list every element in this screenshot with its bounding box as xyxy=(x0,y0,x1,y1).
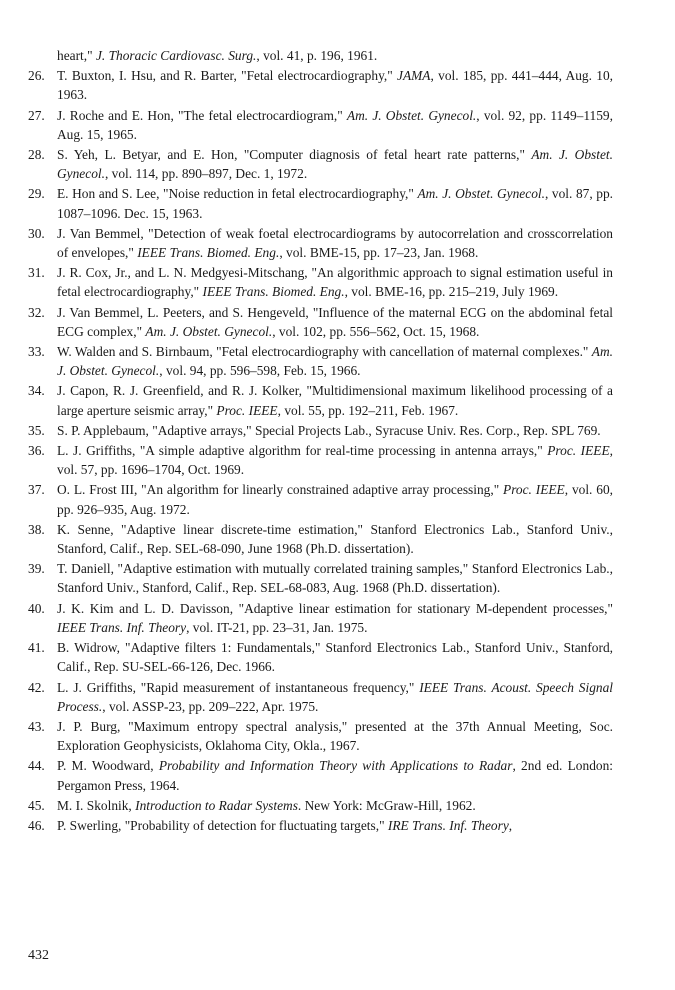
reference-text-segment: , vol. 60, pp. 926–935, Aug. 1972. xyxy=(57,482,613,517)
references-container xyxy=(28,66,613,835)
reference-item xyxy=(28,520,613,558)
reference-text xyxy=(57,381,613,419)
reference-text-segment: , vol. BME-16, pp. 215–219, July 1969. xyxy=(344,284,559,300)
reference-text xyxy=(57,46,613,65)
reference-text xyxy=(57,263,613,301)
reference-number: 43. xyxy=(28,718,45,734)
reference-text-segment: , vol. 185, pp. 441–444, Aug. 10, 1963. xyxy=(57,68,613,103)
reference-text-segment: O. L. Frost III, "An algorithm for linearly constrained adaptive array processing," xyxy=(57,482,504,498)
reference-text-segment: M. I. Skolnik, xyxy=(57,797,136,813)
reference-text-segment: , vol. 114, pp. 890–897, Dec. 1, 1972. xyxy=(104,166,308,182)
reference-text xyxy=(57,303,613,341)
reference-item xyxy=(28,381,613,419)
reference-item xyxy=(28,421,613,440)
reference-item xyxy=(28,441,613,479)
reference-source-italic: IEEE Trans. Biomed. Eng. xyxy=(137,245,280,261)
reference-source-italic: IRE Trans. Inf. Theory xyxy=(387,817,509,833)
reference-text-segment: K. Senne, "Adaptive linear discrete-time estimation," Stanford Electronics Lab., Stanford Univ., Stanford, Calif., Rep. SEL-68-090, June 1968 (Ph.D. dissertation). xyxy=(57,521,613,557)
reference-number: 45. xyxy=(28,797,45,813)
reference-text xyxy=(57,520,613,558)
reference-text-segment: , vol. 57, pp. 1696–1704, Oct. 1969. xyxy=(57,443,613,478)
reference-source-italic: Am. J. Obstet. Gynecol. xyxy=(417,186,545,202)
reference-number: 34. xyxy=(28,383,45,399)
reference-source-italic: JAMA xyxy=(397,68,431,84)
reference-number: 38. xyxy=(28,521,45,537)
reference-continuation xyxy=(28,46,613,65)
reference-text-segment: , vol. 55, pp. 192–211, Feb. 1967. xyxy=(277,402,459,418)
reference-source-italic: IEEE Trans. Acoust. Speech Signal Process. xyxy=(57,679,613,714)
reference-number: 40. xyxy=(28,600,45,616)
reference-text-segment: , vol. 94, pp. 596–598, Feb. 15, 1966. xyxy=(159,363,361,379)
reference-text-segment: J. P. Burg, "Maximum entropy spectral analysis," presented at the 37th Annual Meeting, Soc. Exploration Geophysicists, Oklahoma City, Okla., 1967. xyxy=(57,718,613,754)
reference-number: 29. xyxy=(28,186,45,202)
reference-number: 30. xyxy=(28,225,45,241)
reference-number: 44. xyxy=(28,758,45,774)
reference-item xyxy=(28,638,613,676)
reference-text-segment: E. Hon and S. Lee, "Noise reduction in fetal electrocardiography," xyxy=(57,186,418,202)
reference-item xyxy=(28,303,613,341)
reference-text xyxy=(57,66,613,104)
reference-text xyxy=(57,678,613,716)
reference-source-italic: Am. J. Obstet. Gynecol. xyxy=(57,147,613,182)
reference-number: 33. xyxy=(28,344,45,360)
reference-text-segment: J. Van Bemmel, L. Peeters, and S. Hengeveld, "Influence of the maternal ECG on the abdominal fetal ECG complex," xyxy=(57,304,613,339)
reference-text-segment: J. Roche and E. Hon, "The fetal electrocardiogram," xyxy=(57,107,347,123)
reference-text xyxy=(57,145,613,183)
reference-text-segment: . New York: McGraw-Hill, 1962. xyxy=(297,797,476,813)
reference-item xyxy=(28,184,613,222)
page-number: 432 xyxy=(28,948,49,963)
reference-text xyxy=(57,224,613,262)
reference-text xyxy=(57,559,613,597)
reference-source-italic: Proc. IEEE xyxy=(216,402,278,418)
reference-source-italic: Am. J. Obstet. Gynecol. xyxy=(346,107,477,123)
reference-source-italic: IEEE Trans. Inf. Theory xyxy=(57,619,187,635)
reference-text-segment: S. Yeh, L. Betyar, and E. Hon, "Computer diagnosis of fetal heart rate patterns," xyxy=(57,147,532,163)
reference-source-italic: Am. J. Obstet. Gynecol. xyxy=(145,323,273,339)
reference-item xyxy=(28,342,613,380)
reference-number: 37. xyxy=(28,482,45,498)
reference-number: 39. xyxy=(28,561,45,577)
reference-text-segment: T. Daniell, "Adaptive estimation with mutually correlated training samples," Stanford Electronics Lab., Stanford Univ., Stanford, Calif., Rep. SEL-68-083, Aug. 1968 (Ph.D. dissertation). xyxy=(57,561,613,596)
reference-number: 28. xyxy=(28,147,45,163)
reference-text-segment: S. P. Applebaum, "Adaptive arrays," Special Projects Lab., Syracuse Univ. Res. Corp., Rep. SPL 769. xyxy=(57,422,601,438)
reference-source-italic: Am. J. Obstet. Gynecol. xyxy=(57,344,613,379)
reference-item xyxy=(28,717,613,755)
reference-text-segment: T. Buxton, I. Hsu, and R. Barter, "Fetal electrocardiography," xyxy=(57,68,398,84)
reference-text-segment: , xyxy=(508,817,513,833)
reference-text-segment: , 2nd ed. London: Pergamon Press, 1964. xyxy=(57,758,614,793)
reference-number: 46. xyxy=(28,817,45,833)
reference-item xyxy=(28,263,613,301)
reference-item xyxy=(28,756,613,794)
reference-item xyxy=(28,224,613,262)
reference-item xyxy=(28,66,613,104)
reference-text-segment: W. Walden and S. Birnbaum, "Fetal electrocardiography with cancellation of maternal complexes." xyxy=(57,344,592,360)
reference-number: 41. xyxy=(28,640,45,656)
reference-item xyxy=(28,599,613,637)
reference-text-segment: P. Swerling, "Probability of detection for fluctuating targets," xyxy=(57,817,388,833)
reference-source-italic: Introduction to Radar Systems xyxy=(135,797,298,813)
reference-text-segment: J. Capon, R. J. Greenfield, and R. J. Kolker, "Multidimensional maximum likelihood processing of a large aperture seismic array," xyxy=(57,383,613,418)
reference-text-segment: , vol. 87, pp. 1087–1096. Dec. 15, 1963. xyxy=(57,186,613,221)
reference-text-segment: P. M. Woodward, xyxy=(57,758,159,774)
reference-text-segment: , vol. ASSP-23, pp. 209–222, Apr. 1975. xyxy=(102,698,319,714)
reference-source-italic: IEEE Trans. Biomed. Eng. xyxy=(202,284,345,300)
reference-text-segment: L. J. Griffiths, "A simple adaptive algorithm for real-time processing in antenna arrays," xyxy=(57,443,548,459)
reference-number: 32. xyxy=(28,304,45,320)
reference-number: 35. xyxy=(28,422,45,438)
reference-number: 42. xyxy=(28,679,45,695)
reference-item xyxy=(28,816,613,835)
reference-item xyxy=(28,480,613,518)
reference-text xyxy=(57,756,613,794)
reference-text xyxy=(57,638,613,676)
reference-source-italic: Probability and Information Theory with Applications to Radar xyxy=(158,758,513,774)
reference-number: 26. xyxy=(28,68,45,84)
reference-text-segment: heart," xyxy=(57,48,96,63)
reference-text xyxy=(57,796,613,815)
reference-text-segment: , vol. IT-21, pp. 23–31, Jan. 1975. xyxy=(186,619,368,635)
reference-text-segment: J. K. Kim and L. D. Davisson, "Adaptive linear estimation for stationary M-dependent processes," xyxy=(57,600,613,616)
reference-text xyxy=(57,599,613,637)
reference-number: 31. xyxy=(28,265,45,281)
reference-text-segment: , vol. BME-15, pp. 17–23, Jan. 1968. xyxy=(279,245,479,261)
reference-text-segment: J. R. Cox, Jr., and L. N. Medgyesi-Mitschang, "An algorithmic approach to signal estimation useful in fetal electrocardiography," xyxy=(57,265,613,300)
reference-text xyxy=(57,184,613,222)
reference-text-segment: , vol. 102, pp. 556–562, Oct. 15, 1968. xyxy=(272,323,480,339)
reference-item xyxy=(28,796,613,815)
reference-item xyxy=(28,106,613,144)
reference-text-segment: B. Widrow, "Adaptive filters 1: Fundamentals," Stanford Electronics Lab., Stanford Univ., Stanford, Calif., Rep. SU-SEL-66-126, Dec. 1966. xyxy=(57,640,613,675)
reference-text-segment: , vol. 92, pp. 1149–1159, Aug. 15, 1965. xyxy=(57,107,613,142)
reference-text xyxy=(57,717,613,755)
reference-text xyxy=(57,106,613,144)
reference-number: 27. xyxy=(28,107,45,123)
reference-number: 36. xyxy=(28,443,45,459)
reference-text xyxy=(57,441,613,479)
reference-source-italic: Proc. IEEE xyxy=(547,443,610,459)
reference-text xyxy=(57,480,613,518)
reference-list xyxy=(28,46,613,836)
reference-text xyxy=(57,421,613,440)
reference-item xyxy=(28,559,613,597)
reference-text xyxy=(57,816,613,835)
reference-item xyxy=(28,145,613,183)
reference-text-segment: L. J. Griffiths, "Rapid measurement of instantaneous frequency," xyxy=(57,679,420,695)
reference-source-italic: Proc. IEEE xyxy=(503,482,565,498)
reference-text xyxy=(57,342,613,380)
reference-source-italic: J. Thoracic Cardiovasc. Surg. xyxy=(95,48,257,63)
reference-text-segment: , vol. 41, p. 196, 1961. xyxy=(256,48,378,63)
reference-text-segment: J. Van Bemmel, "Detection of weak foetal electrocardiograms by autocorrelation and crosscorrelation of envelopes," xyxy=(57,225,613,261)
reference-item xyxy=(28,678,613,716)
